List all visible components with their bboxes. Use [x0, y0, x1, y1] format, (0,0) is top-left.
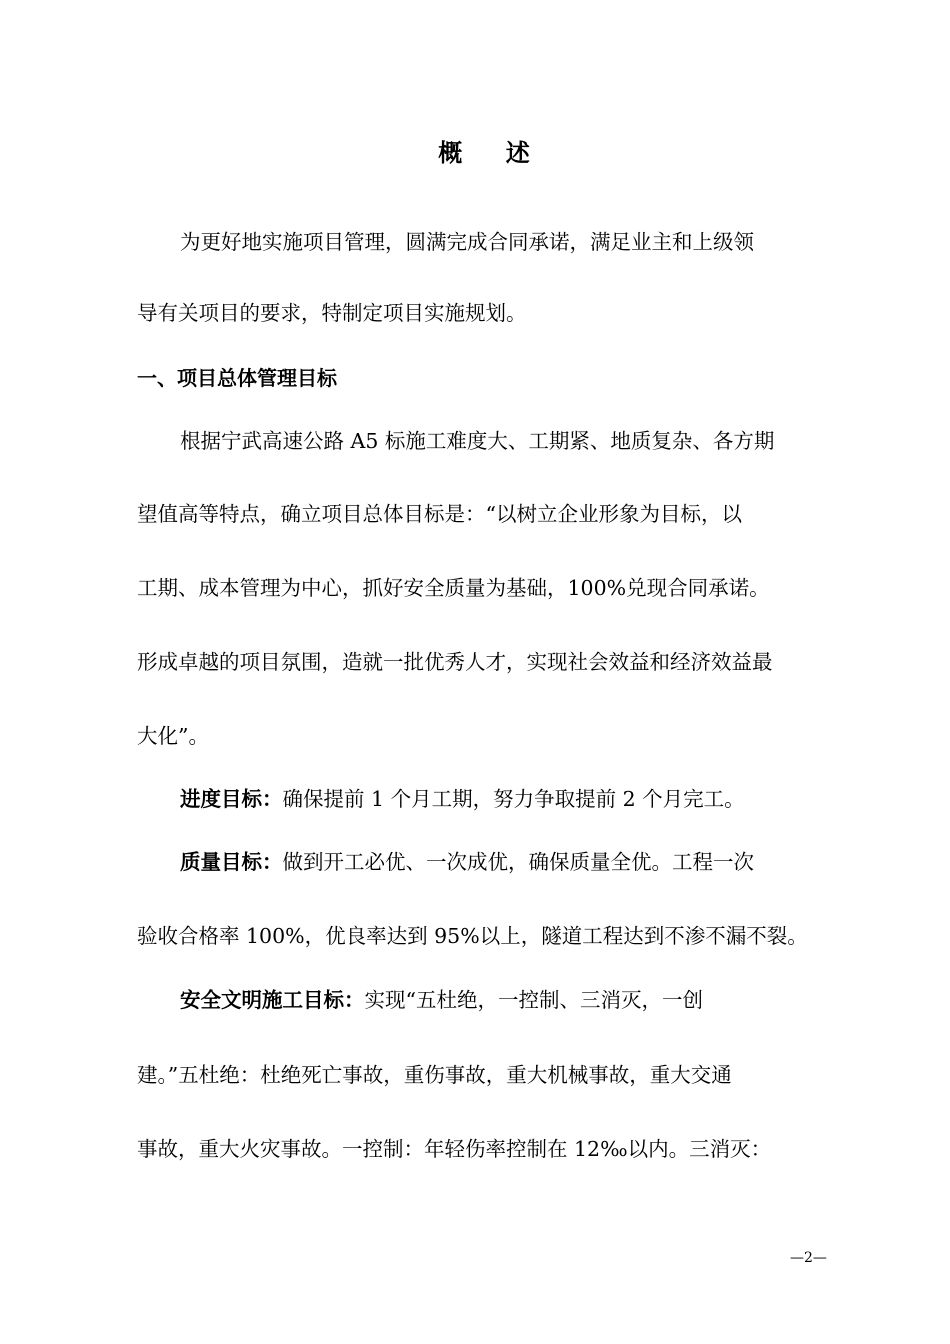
goal-paragraph-line-5: 大化”。 [137, 724, 209, 748]
safety-goal-line-2: 建。”五杜绝：杜绝死亡事故，重伤事故，重大机械事故，重大交通 [137, 1063, 732, 1087]
schedule-goal-text: 确保提前 1 个月工期，努力争取提前 2 个月完工。 [282, 787, 745, 811]
quality-goal-text-1: 做到开工必优、一次成优，确保质量全优。工程一次 [282, 850, 754, 874]
goal-paragraph-line-4: 形成卓越的项目氛围，造就一批优秀人才，实现社会效益和经济效益最 [137, 650, 773, 674]
intro-line-1: 为更好地实施项目管理，圆满完成合同承诺，满足业主和上级领 [180, 230, 754, 254]
safety-goal-text-1: 实现“五杜绝，一控制、三消灭，一创 [364, 988, 703, 1012]
quality-goal-line-2: 验收合格率 100%，优良率达到 95%以上，隧道工程达到不渗不漏不裂。 [137, 924, 808, 948]
page-number: —2— [790, 1250, 827, 1266]
safety-goal-line-1 [180, 986, 703, 1014]
quality-goal-label: 质量目标： [180, 850, 283, 874]
goal-paragraph-line-1: 根据宁武高速公路 A5 标施工难度大、工期紧、地质复杂、各方期 [180, 429, 775, 453]
schedule-goal-label: 进度目标： [180, 787, 283, 811]
schedule-goal [180, 785, 745, 813]
section-heading: 一、项目总体管理目标 [137, 366, 337, 390]
safety-goal-line-3: 事故，重大火灾事故。一控制：年轻伤率控制在 12‰以内。三消灭： [137, 1137, 772, 1161]
quality-goal-line-1 [180, 848, 754, 876]
safety-goal-label: 安全文明施工目标： [180, 988, 365, 1012]
goal-paragraph-line-2: 望值高等特点，确立项目总体目标是：“以树立企业形象为目标，以 [137, 502, 742, 526]
goal-paragraph-line-3: 工期、成本管理为中心，抓好安全质量为基础，100%兑现合同承诺。 [137, 576, 770, 600]
intro-line-2: 导有关项目的要求，特制定项目实施规划。 [137, 301, 527, 325]
page-title: 概 述 [438, 139, 532, 167]
